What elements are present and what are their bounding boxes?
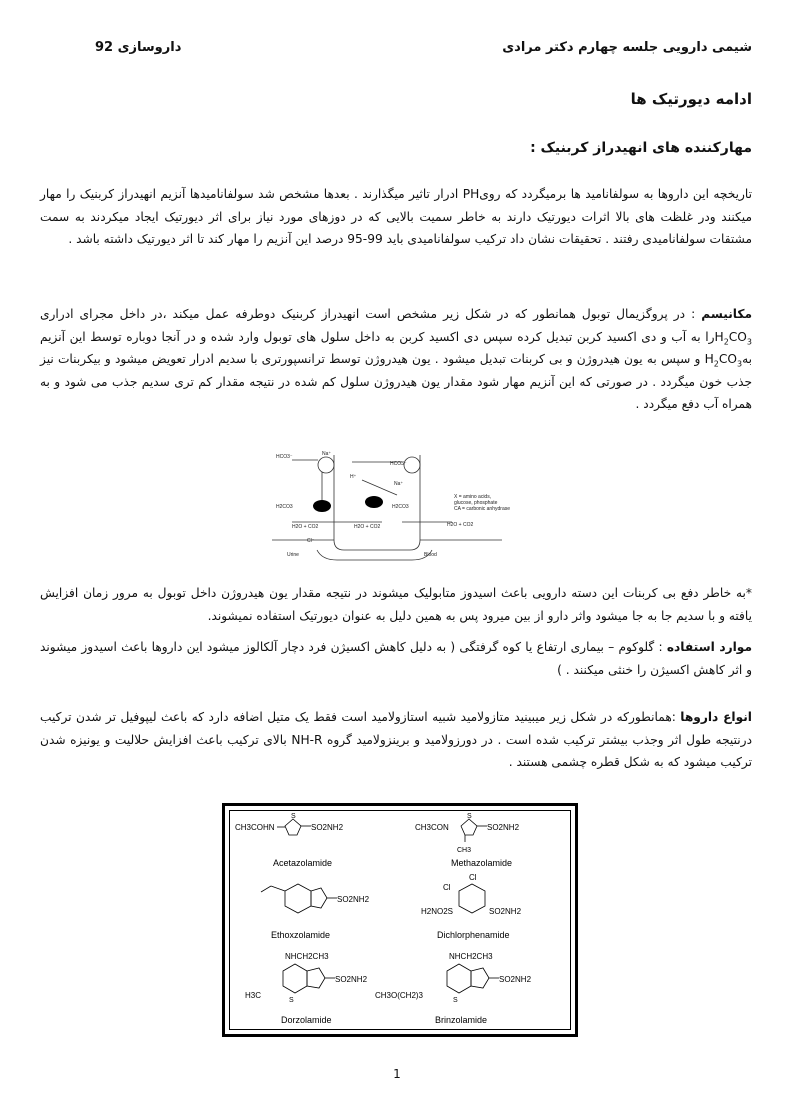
structures-svg — [225, 806, 575, 1034]
mechanism-sub4: 3 — [736, 359, 743, 369]
diagram-na-left: Na⁺ — [322, 451, 332, 457]
ethoxzolamide-so2nh2: SO2NH2 — [337, 895, 370, 904]
acetazolamide-so2nh2: SO2NH2 — [311, 823, 344, 832]
carbonic-anhydrase-diagram — [262, 450, 534, 568]
acetazolamide-structure — [235, 813, 344, 868]
diagram-urine-label: Urine — [287, 552, 299, 558]
brinzolamide-side-chain: CH3O(CH2)3 — [375, 991, 424, 1000]
diagram-legend-3: CA = carbonic anhydrase — [454, 506, 511, 512]
dorzolamide-s: S — [289, 997, 294, 1004]
drug-types-paragraph — [40, 706, 752, 774]
methazolamide-s: S — [467, 813, 472, 820]
dichlorphenamide-cl-1: Cl — [443, 883, 451, 892]
section-heading: مهارکننده های انهیدراز کربنیک : — [530, 140, 752, 156]
types-text: :همانطورکه در شکل زیر میبینید متازولامید شبیه استازولامید است فقط یک متیل اضافه دارد که باعث لیپوفیل تر شدن ترکیب درنتیجه طول اثر وجذب بیشتر ترکیب شده است . در دورزولامید و برینزولامید گروه NH-R بالای ترکیب باعث افزایش حلالیت و یونیزه شدن ترکیب میشود که به شکل قطره چشمی هستند . — [40, 710, 752, 770]
dorzolamide-so2nh2: SO2NH2 — [335, 975, 368, 984]
diagram-h2o-co2-left: H2O + CO2 — [292, 524, 319, 530]
diagram-h2o-co2-mid: H2O + CO2 — [354, 524, 381, 530]
chemical-structures-figure — [222, 803, 578, 1037]
acidosis-note-paragraph: *به خاطر دفع بی کربنات این دسته دارویی باعث اسیدوز متابولیک میشوند در نتیجه مقدار یون هیدروژن داخل توبول به مرور زمان افزایش یافته و با سدیم جا به جا میشود واثر دارو از بین میرود پس به همین دلیل به عنوان دیورتیک استفاده نمیشوند. — [40, 586, 752, 623]
diagram-legend-1: X = amino acids, — [454, 494, 492, 500]
ethoxzolamide-structure — [261, 884, 370, 940]
diagram-h-ion: H⁺ — [350, 474, 357, 480]
acetazolamide-name: Acetazolamide — [273, 858, 333, 868]
mechanism-sub3: 2 — [713, 359, 719, 369]
methazolamide-structure — [415, 813, 520, 868]
dorzolamide-name: Dorzolamide — [281, 1015, 332, 1025]
diagram-cl: Cl⁻ — [307, 538, 315, 544]
brinzolamide-s: S — [453, 997, 458, 1004]
uses-text: : گلوکوم – بیماری ارتفاع یا کوه گرفتگی ( به دلیل کاهش اکسیژن فرد دچار آلکالوز میشود این داروها باعث اسیدوز میشوند و اثر کاهش اکسیژن را خنثی میکنند . ) — [40, 640, 752, 677]
dorzolamide-structure — [245, 952, 368, 1025]
diagram-legend-2: glucose, phosphate — [454, 500, 498, 506]
uses-paragraph — [40, 636, 752, 681]
ethoxzolamide-name: Ethoxzolamide — [271, 930, 331, 940]
types-label: انواع داروها — [680, 710, 752, 724]
diagram-h2o-co2-right: H2O + CO2 — [447, 522, 474, 528]
mechanism-text-d: CO — [718, 352, 737, 367]
brinzolamide-structure — [375, 952, 532, 1025]
diagram-hco3-left: HCO3⁻ — [276, 454, 293, 460]
diagram-na-right: Na⁺ — [394, 481, 404, 487]
diagram-hco3-right: HCO3⁻ — [390, 461, 407, 467]
page-title: ادامه دیورتیک ها — [630, 90, 752, 108]
mechanism-text-c: را به آب و دی اکسید کربن تبدیل کرده سپس دی اکسید کربن به داخل سلول های توبول وارد شده و در آنجا دوباره توسط این آنزیم بهH — [40, 329, 752, 367]
mechanism-sub2: 3 — [746, 337, 752, 347]
brinzolamide-nh-group: NHCH2CH3 — [449, 952, 493, 961]
mechanism-text-a: : در پروگزیمال توبول همانطور که در شکل زیر مشخص است انهیدراز کربنیک دوطرفه عمل میکند ،در داخل مجرای ادراری H — [40, 307, 724, 344]
dorzolamide-h3c: H3C — [245, 991, 262, 1000]
mechanism-label: مکانیسم — [701, 307, 752, 321]
dichlorphenamide-cl-2: Cl — [469, 873, 477, 882]
mechanism-text-b: CO — [728, 329, 747, 344]
uses-label: موارد استفاده — [666, 640, 752, 654]
acetazolamide-s: S — [291, 813, 296, 820]
mechanism-text-e: و سپس به یون هیدروژن و بی کربنات تبدیل میشود . یون هیدروژن توسط ترانسپورتری با سدیم ادرار تعویض میشود و بیکربنات نیز جذب خون میگردد . در صورتی که این آنزیم مهار شود مقدار یون هیدروژن سلول کم شده در نتیجه مقدار کم تری سدیم جذب می شود و به همراه آب دفع میگردد . — [40, 352, 752, 412]
diagram-h2co3-left: H2CO3 — [276, 504, 293, 510]
dichlorphenamide-name: Dichlorphenamide — [437, 930, 510, 940]
mechanism-sub1: 2 — [723, 337, 729, 347]
header-course-title: شیمی دارویی جلسه چهارم دکتر مرادی — [502, 40, 752, 55]
diagram-blood-label: Blood — [424, 552, 437, 558]
dichlorphenamide-h2no2s: H2NO2S — [421, 907, 454, 916]
methazolamide-name: Methazolamide — [451, 858, 513, 868]
methazolamide-left-group: CH3CON — [415, 823, 449, 832]
brinzolamide-so2nh2: SO2NH2 — [499, 975, 532, 984]
acetazolamide-left-group: CH3COHN — [235, 823, 275, 832]
header-class-label: داروسازی 92 — [95, 40, 182, 55]
brinzolamide-name: Brinzolamide — [435, 1015, 488, 1025]
methazolamide-ch3: CH3 — [457, 847, 472, 854]
dorzolamide-nh-group: NHCH2CH3 — [285, 952, 329, 961]
diagram-h2co3-right: H2CO3 — [392, 504, 409, 510]
dichlorphenamide-structure — [421, 873, 522, 940]
history-paragraph: تاریخچه این داروها به سولفانامید ها برمیگردد که رویPH ادرار تاثیر میگذارند . بعدها مشخص شد سولفانامیدها آنزیم انهیدراز کربنیک را مهار میکنند ودر غلظت های بالا اثرات دیورتیک دارند به خاطر سمیت بالایی که در دوزهای مورد نیاز برای اثر دیورتیک ایجاد میکردند به سمت مشتقات سولفانامیدی رفتند . تحقیقات نشان داد ترکیب سولفانامیدی باید 99-95 درصد این آنزیم را مهار کند تا اثر دیورتیک داشته باشد . — [40, 187, 753, 247]
page-number: 1 — [393, 1067, 401, 1081]
dichlorphenamide-so2nh2: SO2NH2 — [489, 907, 522, 916]
methazolamide-so2nh2: SO2NH2 — [487, 823, 520, 832]
mechanism-paragraph — [40, 303, 752, 416]
